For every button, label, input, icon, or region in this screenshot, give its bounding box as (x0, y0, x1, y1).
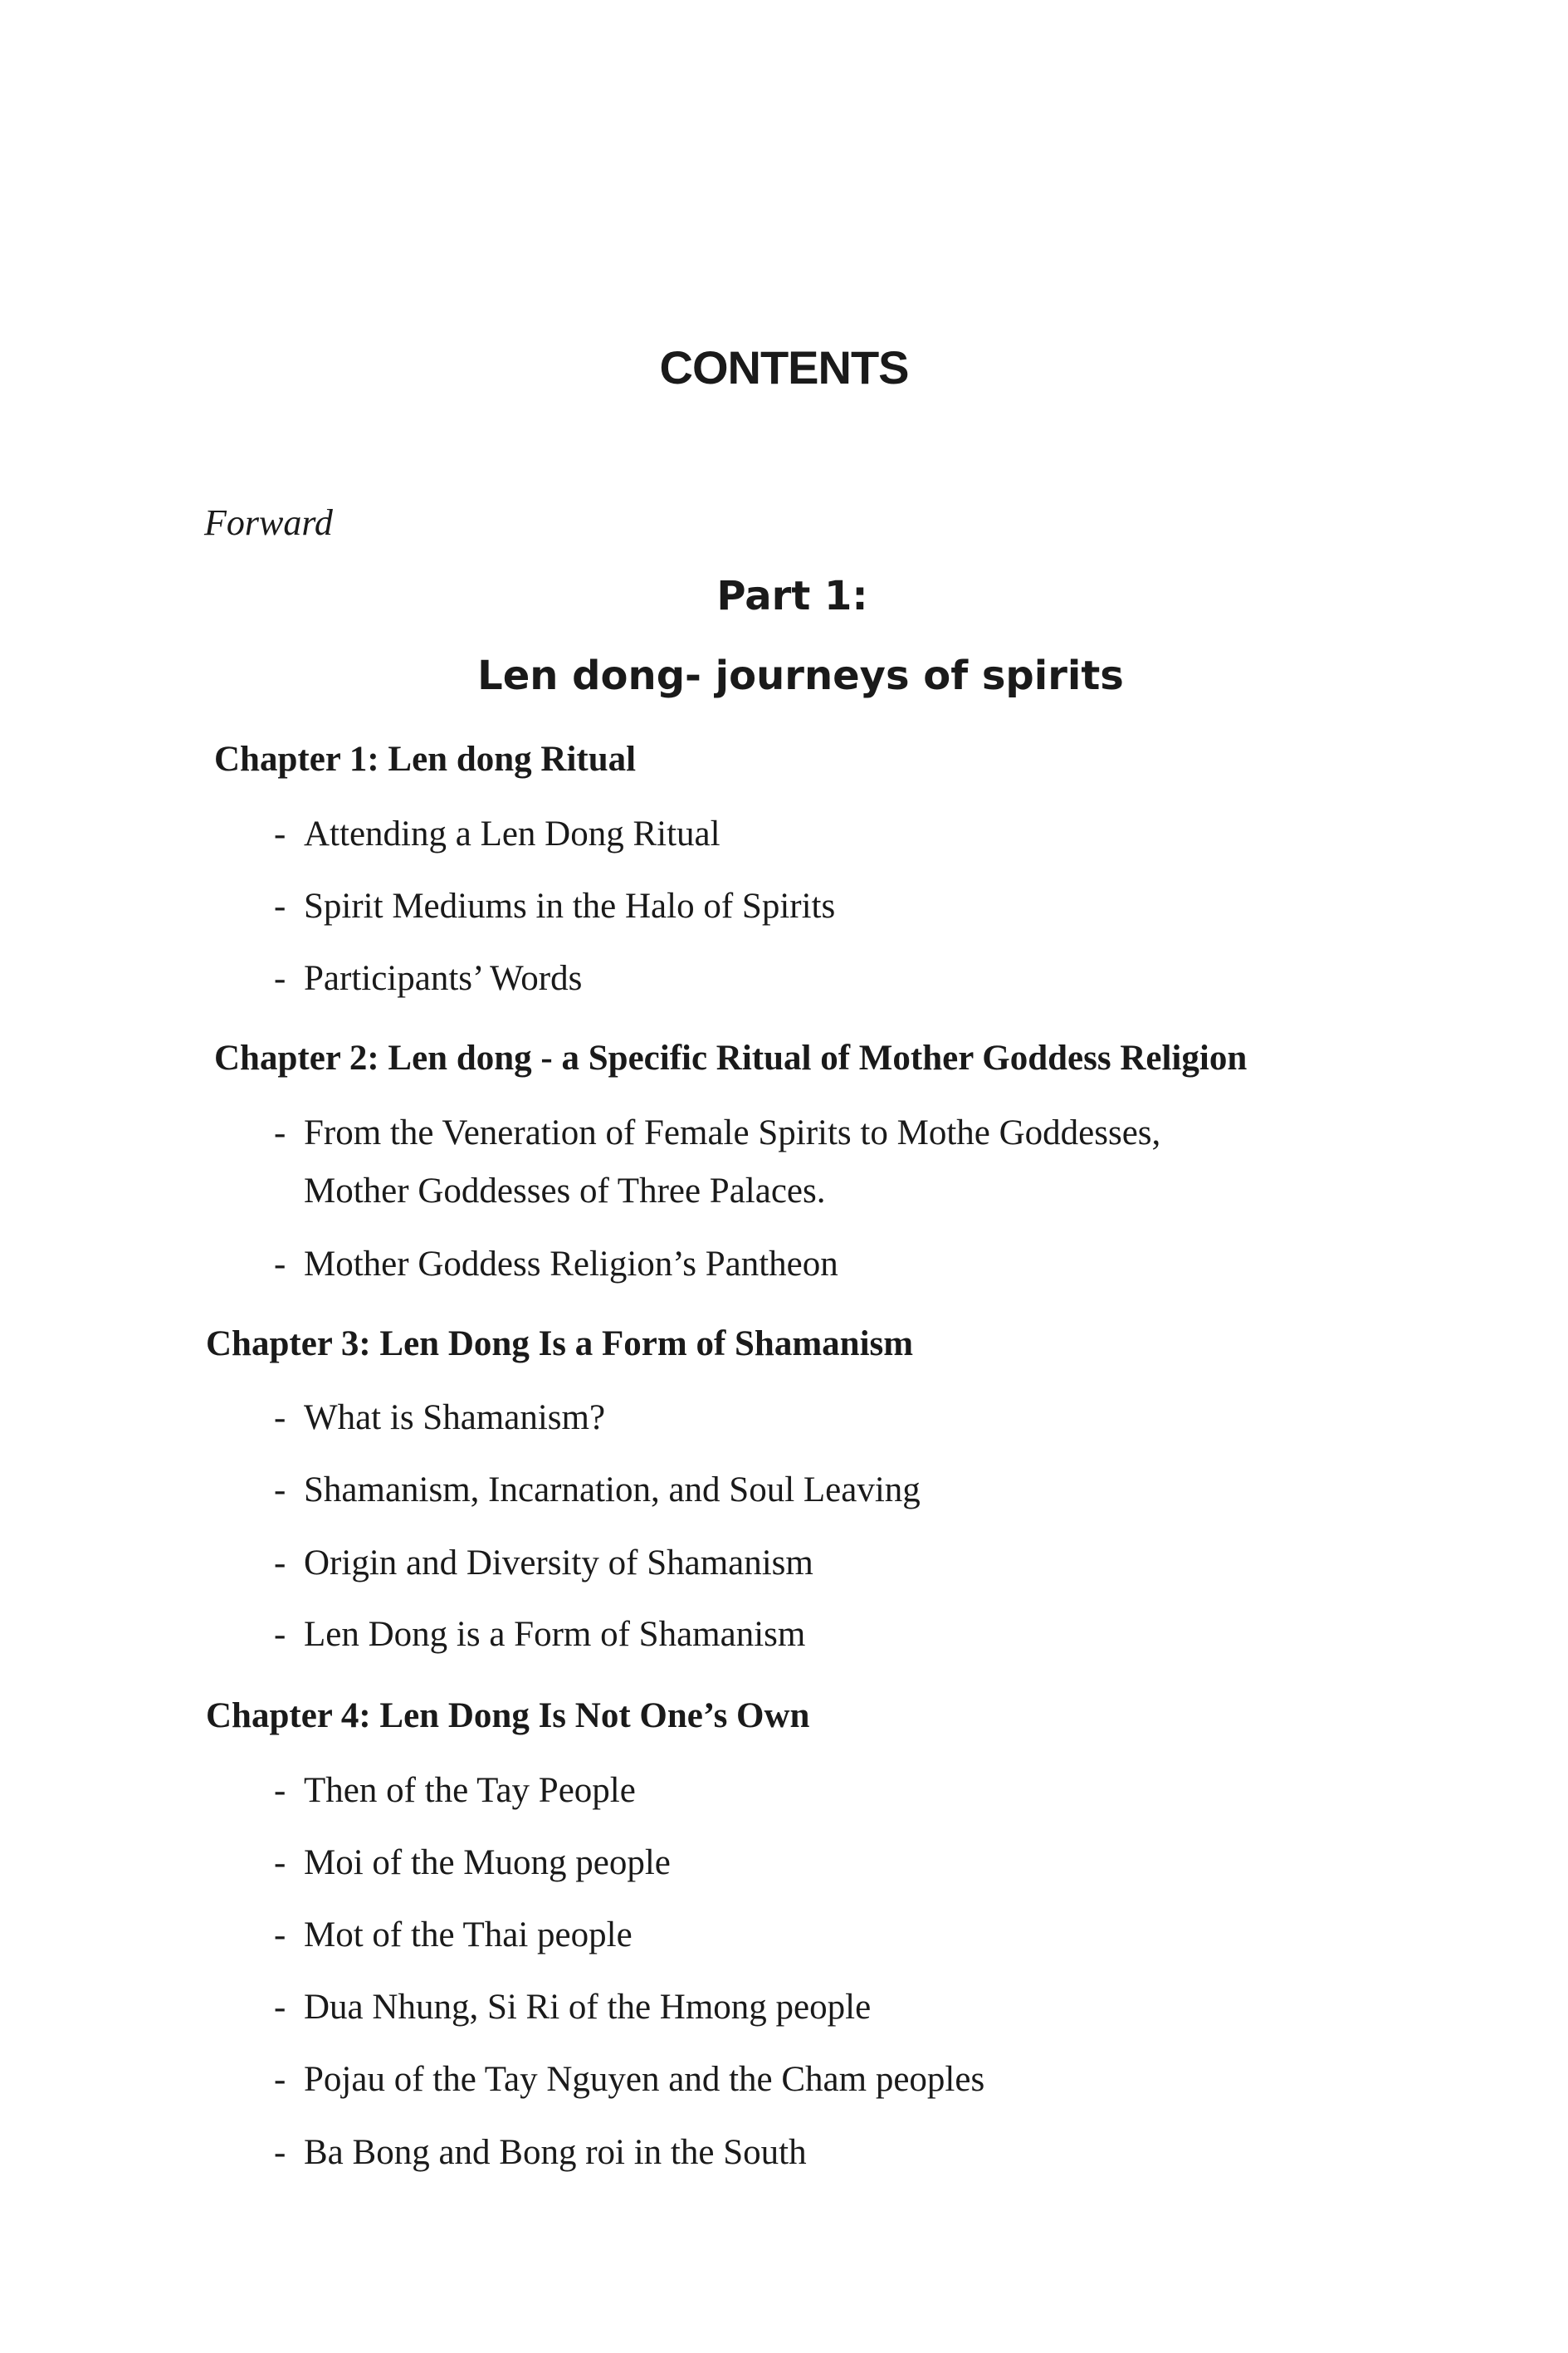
toc-item: - Spirit Mediums in the Halo of Spirits (274, 887, 836, 926)
toc-item: - Shamanism, Incarnation, and Soul Leaving (274, 1470, 921, 1509)
toc-item: - Len Dong is a Form of Shamanism (274, 1615, 806, 1654)
toc-item: - What is Shamanism? (274, 1398, 606, 1437)
toc-item: - Mot of the Thai people (274, 1915, 633, 1954)
chapter-3-title: Chapter 3: Len Dong Is a Form of Shamanism (206, 1324, 914, 1363)
toc-item: - Origin and Diversity of Shamanism (274, 1543, 813, 1583)
toc-item: - Pojau of the Tay Nguyen and the Cham peoples (274, 2060, 985, 2099)
toc-item: - Moi of the Muong people (274, 1843, 671, 1882)
part-title: Len dong- journeys of spirits (477, 653, 1124, 699)
chapter-1-title: Chapter 1: Len dong Ritual (214, 740, 637, 779)
toc-item: - Then of the Tay People (274, 1771, 636, 1810)
toc-item: - Mother Goddess Religion’s Pantheon (274, 1245, 838, 1284)
chapter-4-title: Chapter 4: Len Dong Is Not One’s Own (206, 1696, 810, 1735)
page-title: CONTENTS (659, 341, 909, 394)
toc-item: - Dua Nhung, Si Ri of the Hmong people (274, 1988, 872, 2027)
toc-item: - From the Veneration of Female Spirits to Mothe Goddesses, Mother Goddesses of Three Palaces. (274, 1113, 1161, 1211)
forward-entry: Forward (204, 502, 333, 543)
chapter-2-title: Chapter 2: Len dong - a Specific Ritual of Mother Goddess Religion (214, 1039, 1248, 1078)
part-number: Part 1: (716, 573, 868, 619)
toc-item: - Ba Bong and Bong roi in the South (274, 2133, 807, 2172)
toc-item: - Participants’ Words (274, 959, 583, 998)
toc-item: - Attending a Len Dong Ritual (274, 814, 720, 854)
